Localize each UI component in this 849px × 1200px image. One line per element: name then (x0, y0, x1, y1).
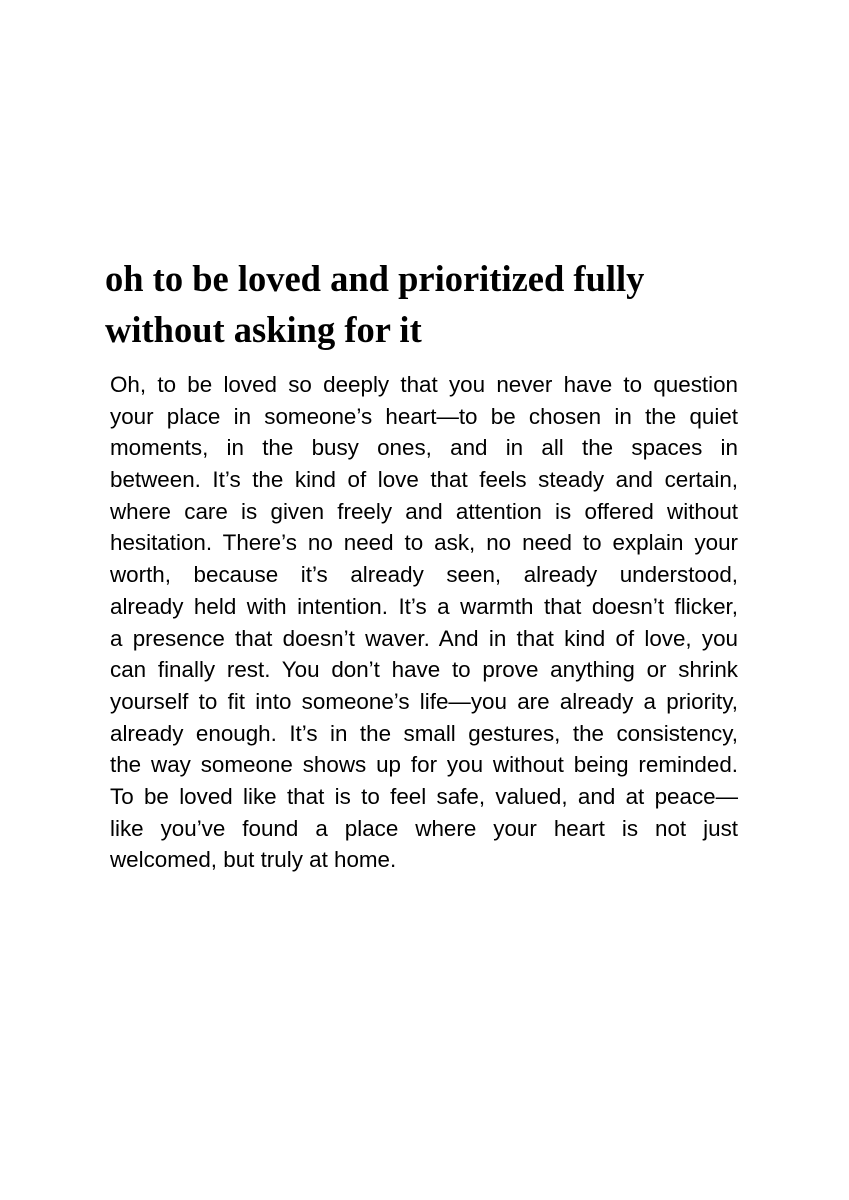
paragraph-line: the way someone shows up for you without being reminded. (110, 752, 738, 778)
title-line: oh to be loved and prioritized fully (105, 258, 645, 299)
paragraph-line: moments, in the busy ones, and in all the spaces in (110, 435, 738, 461)
paragraph-line: worth, because it’s already seen, already understood, (110, 562, 738, 588)
paragraph-line: between. It’s the kind of love that feels steady and certain, (110, 467, 738, 493)
paragraph-line: Oh, to be loved so deeply that you never have to question (110, 372, 738, 397)
paragraph-line: already held with intention. It’s a warmth that doesn’t flicker, (110, 593, 738, 619)
paragraph-line: To be loved like that is to feel safe, valued, and at peace— (110, 783, 738, 809)
paragraph-line: yourself to fit into someone’s life—you are already a priority, (110, 688, 738, 714)
paragraph-line: welcomed, but truly at home. (110, 847, 397, 873)
paragraph-line: your place in someone’s heart—to be chosen in the quiet (110, 403, 738, 429)
paragraph-line: where care is given freely and attention is offered without (110, 498, 738, 524)
paragraph-line: can finally rest. You don’t have to prove anything or shrink (110, 657, 738, 683)
page-title (105, 253, 765, 355)
paragraph-line: like you’ve found a place where your heart is not just (110, 815, 738, 841)
title-line: without asking for it (105, 309, 422, 350)
body-paragraph (110, 369, 738, 876)
paragraph-line: a presence that doesn’t waver. And in that kind of love, you (110, 625, 738, 651)
paragraph-line: hesitation. There’s no need to ask, no need to explain your (110, 530, 738, 556)
paragraph-line: already enough. It’s in the small gestures, the consistency, (110, 720, 738, 746)
